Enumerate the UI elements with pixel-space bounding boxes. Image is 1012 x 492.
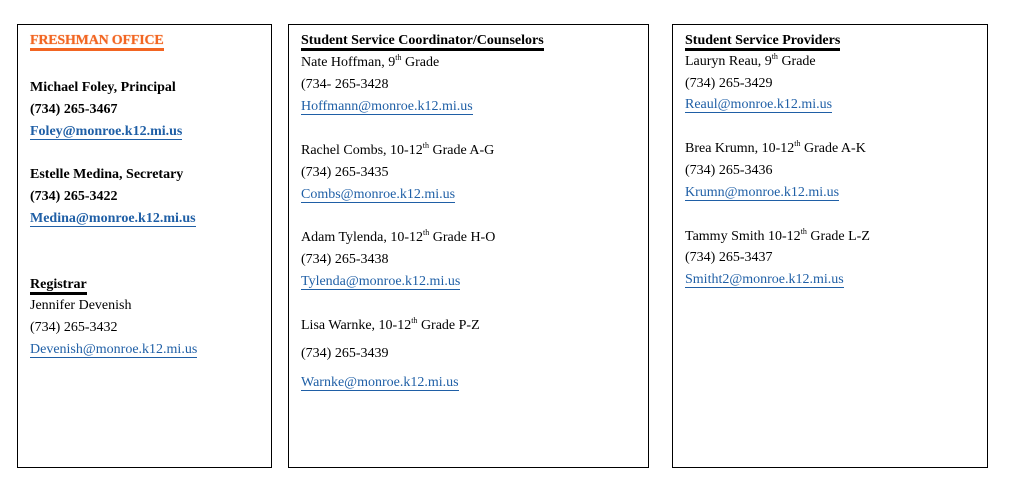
ordinal-suffix: th [794,139,801,148]
principal-phone: (734) 265-3467 [30,102,118,117]
ordinal-suffix: th [411,316,418,325]
secretary-name: Estelle Medina, Secretary [30,167,184,182]
principal-email-link[interactable]: Foley@monroe.k12.mi.us [30,124,183,139]
counselor-email-link[interactable]: Tylenda@monroe.k12.mi.us [301,274,461,289]
registrar-phone: (734) 265-3432 [30,320,118,335]
provider-name-text: Tammy Smith 10-12 [685,229,801,244]
provider-email-link[interactable]: Krumn@monroe.k12.mi.us [685,185,840,200]
counselor-grade-text: Grade P-Z [417,318,480,333]
principal-name: Michael Foley, Principal [30,80,176,95]
provider-name-text: Lauryn Reau, 9 [685,54,772,69]
provider-phone: (734) 265-3436 [685,163,773,178]
provider-email-wrap [685,272,844,288]
counselor-email-wrap [301,187,455,203]
principal-email-wrap [30,124,182,140]
counselor-phone: (734- 265-3428 [301,77,389,92]
providers-heading-wrap [685,33,840,51]
secretary-email-link[interactable]: Medina@monroe.k12.mi.us [30,211,196,226]
counselor-name-text: Nate Hoffman, 9 [301,55,396,70]
counselors-heading: Student Service Coordinator/Counselors [301,34,544,51]
secretary-email-wrap [30,211,196,227]
provider-grade-text: Grade A-K [800,141,866,156]
counselor-name-text: Adam Tylenda, 10-12 [301,230,424,245]
provider-email-wrap [685,185,839,201]
provider-phone: (734) 265-3429 [685,76,773,91]
registrar-name: Jennifer Devenish [30,298,132,313]
counselor-email-wrap [301,274,460,290]
counselor-grade-text: Grade H-O [429,230,496,245]
provider-name [685,229,870,245]
provider-name-text: Brea Krumn, 10-12 [685,141,795,156]
counselor-email-wrap [301,99,473,115]
freshman-office-heading-wrap [30,33,164,51]
registrar-email-wrap [30,342,197,358]
registrar-heading: Registrar [30,278,87,295]
counselor-email-link[interactable]: Hoffmann@monroe.k12.mi.us [301,99,473,114]
counselor-name [301,143,494,159]
counselor-grade-text: Grade [401,55,440,70]
counselor-name [301,230,495,246]
counselor-name-text: Rachel Combs, 10-12 [301,143,423,158]
counselor-phone: (734) 265-3435 [301,165,389,180]
counselor-grade-text: Grade A-G [428,143,495,158]
ordinal-suffix: th [800,227,807,236]
ordinal-suffix: th [423,228,430,237]
counselors-heading-wrap [301,33,544,51]
freshman-office-heading: FRESHMAN OFFICE [30,34,164,51]
counselor-name-text: Lisa Warnke, 10-12 [301,318,412,333]
registrar-heading-wrap [30,277,87,295]
provider-email-link[interactable]: Reaul@monroe.k12.mi.us [685,97,833,112]
ordinal-suffix: th [422,141,429,150]
provider-grade-text: Grade [777,54,816,69]
counselor-name [301,318,480,334]
counselor-name [301,55,439,71]
registrar-email-link[interactable]: Devenish@monroe.k12.mi.us [30,342,198,357]
counselor-email-link[interactable]: Combs@monroe.k12.mi.us [301,187,456,202]
provider-name [685,141,866,157]
counselor-email-wrap [301,375,459,391]
counselor-phone: (734) 265-3439 [301,346,389,361]
provider-grade-text: Grade L-Z [806,229,870,244]
counselor-phone: (734) 265-3438 [301,252,389,267]
counselor-email-link[interactable]: Warnke@monroe.k12.mi.us [301,375,459,390]
provider-name [685,54,816,70]
provider-email-wrap [685,97,832,113]
ordinal-suffix: th [771,52,778,61]
provider-phone: (734) 265-3437 [685,250,773,265]
secretary-phone: (734) 265-3422 [30,189,118,204]
provider-email-link[interactable]: Smitht2@monroe.k12.mi.us [685,272,844,287]
providers-heading: Student Service Providers [685,34,840,51]
ordinal-suffix: th [395,53,402,62]
